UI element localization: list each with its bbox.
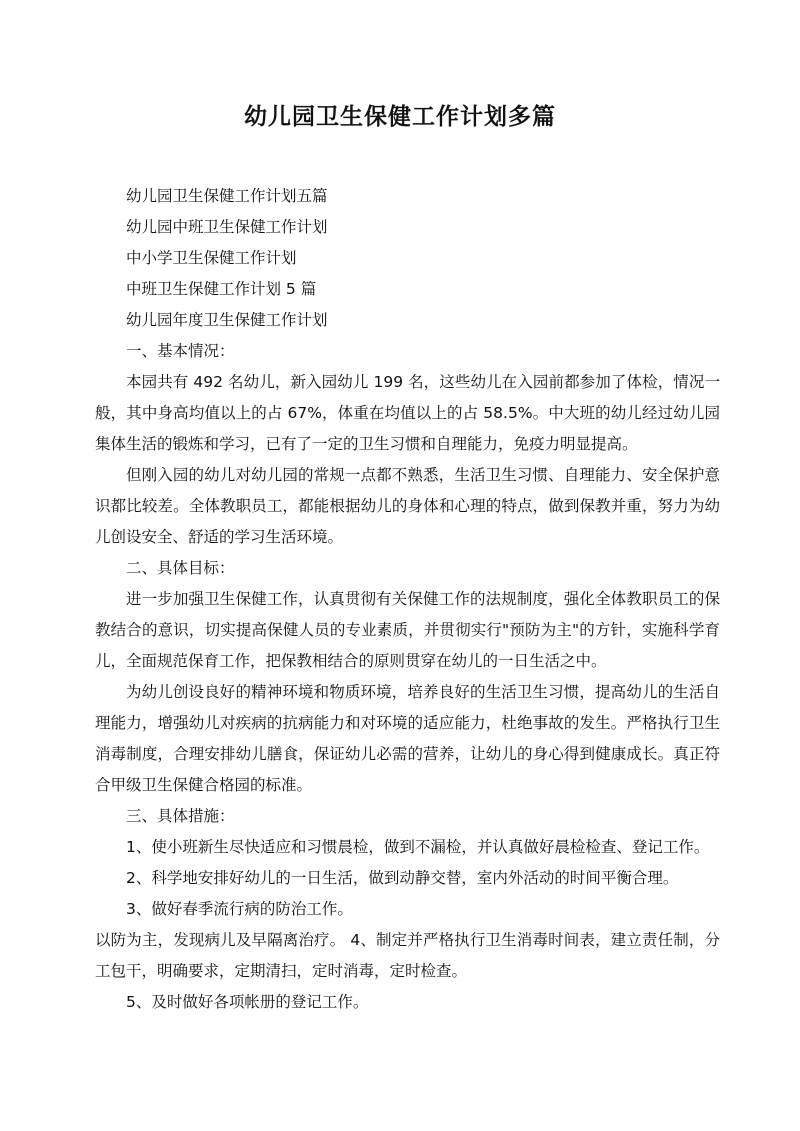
measure-item-1: 1、使小班新生尽快适应和习惯晨检，做到不漏检，并认真做好晨检检查、登记工作。 xyxy=(126,838,710,856)
section-heading-measures: 三、具体措施： xyxy=(126,807,235,825)
measure-item-3-4: 以防为主，发现病儿及早隔离治疗。 4、制定并严格执行卫生消毒时间表，建立责任制，分工包干，明确要求，定期清扫，定时消毒，定时检查。 xyxy=(95,931,720,980)
measure-item-5: 5、及时做好各项帐册的登记工作。 xyxy=(126,993,369,1011)
paragraph-goals-1: 进一步加强卫生保健工作，认真贯彻有关保健工作的法规制度，强化全体教职员工的保教结合的意识，切实提高保健人员的专业素质，并贯彻实行"预防为主"的方针，实施科学育儿，全面规范保育工作，把保教相结合的原则贯穿在幼儿的一日生活之中。 xyxy=(95,590,720,670)
paragraph-goals-2: 为幼儿创设良好的精神环境和物质环境，培养良好的生活卫生习惯，提高幼儿的生活自理能力，增强幼儿对疾病的抗病能力和对环境的适应能力，杜绝事故的发生。严格执行卫生消毒制度，合理安排幼儿膳食，保证幼儿必需的营养，让幼儿的身心得到健康成长。真正符合甲级卫生保健合格园的标准。 xyxy=(95,683,720,794)
section-heading-goals: 二、具体目标： xyxy=(126,559,235,577)
toc-line-5: 幼儿园年度卫生保健工作计划 xyxy=(126,311,328,329)
paragraph-basic-2: 但刚入园的幼儿对幼儿园的常规一点都不熟悉，生活卫生习惯、自理能力、安全保护意识都比较差。全体教职员工，都能根据幼儿的身体和心理的特点，做到保教并重，努力为幼儿创设安全、舒适的学习生活环境。 xyxy=(95,466,720,546)
section-heading-basic: 一、基本情况： xyxy=(126,342,235,360)
document-body xyxy=(95,181,720,1018)
document-title: 幼儿园卫生保健工作计划多篇 xyxy=(244,104,556,130)
toc-line-3: 中小学卫生保健工作计划 xyxy=(126,249,297,267)
measure-item-2: 2、科学地安排好幼儿的一日生活，做到动静交替，室内外活动的时间平衡合理。 xyxy=(126,869,679,887)
toc-line-2: 幼儿园中班卫生保健工作计划 xyxy=(126,218,328,236)
measure-item-3: 3、做好春季流行病的防治工作。 xyxy=(126,900,353,918)
toc-line-4: 中班卫生保健工作计划 5 篇 xyxy=(126,280,317,298)
paragraph-basic-1: 本园共有 492 名幼儿，新入园幼儿 199 名，这些幼儿在入园前都参加了体检，情况一般，其中身高均值以上的占 67%，体重在均值以上的占 58.5%。中大班的幼儿经过幼儿园集体生活的锻炼和学习，已有了一定的卫生习惯和自理能力，免疫力明显提高。 xyxy=(95,373,720,453)
toc-line-1: 幼儿园卫生保健工作计划五篇 xyxy=(126,187,328,205)
